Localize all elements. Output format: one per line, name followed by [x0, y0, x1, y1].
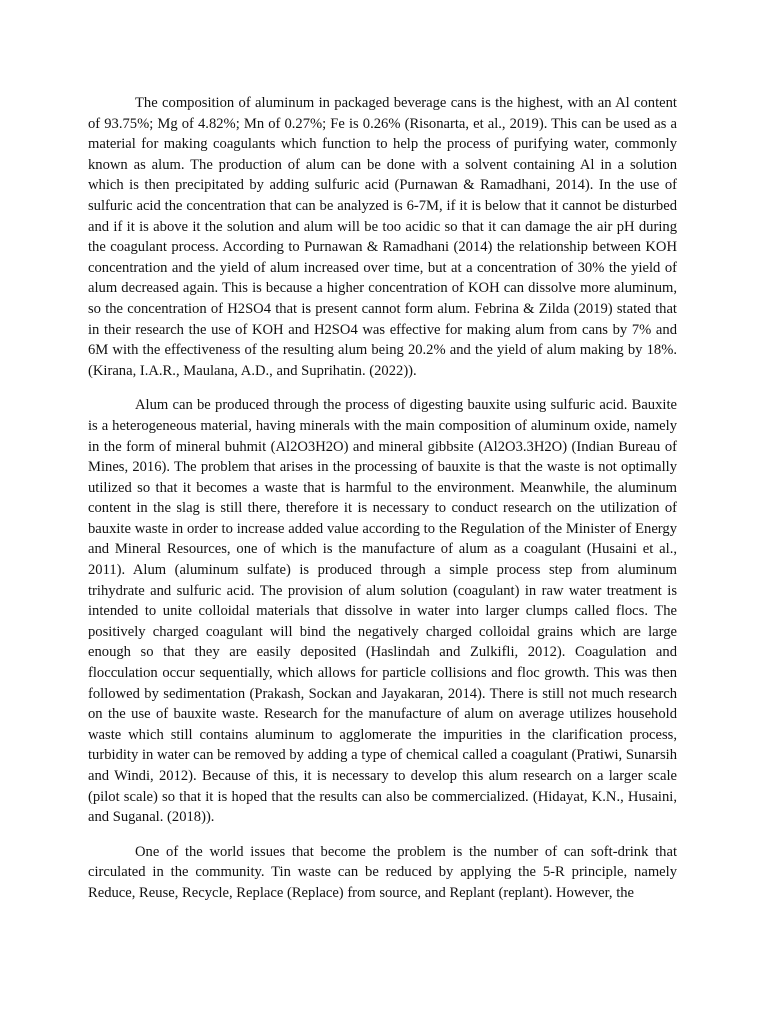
paragraph-can-waste: One of the world issues that become the problem is the number of can soft-drink that circulated in the community. Tin waste can be reduced by applying the 5-R principle, namely Reduce, Reuse, Recycle, Replace (Replace) from source, and Replant (replant). However, the: [88, 843, 677, 901]
document-body: [88, 93, 677, 918]
paragraph-aluminum-cans: The composition of aluminum in packaged beverage cans is the highest, with an Al content of 93.75%; Mg of 4.82%; Mn of 0.27%; Fe is 0.26% (Risonarta, et al., 2019). This can be used as a material for making coagulants which function to help the process of purifying water, commonly known as alum. The production of alum can be done with a solvent containing Al in a solution which is then precipitated by adding sulfuric acid (Purnawan & Ramadhani, 2014). In the use of sulfuric acid the concentration that can be analyzed is 6-7M, if it is below that it cannot be disturbed and if it is above it the solution and alum will be too acidic so that it can damage the air pH during the coagulant process. According to Purnawan & Ramadhani (2014) the relationship between KOH concentration and the yield of alum increased over time, but at a concentration of 30% the yield of alum decreased again. This is because a higher concentration of KOH can dissolve more aluminum, so the concentration of H2SO4 that is present cannot form alum. Febrina & Zilda (2019) stated that in their research the use of KOH and H2SO4 was effective for making alum from cans by 7% and 6M with the effectiveness of the resulting alum being 20.2% and the yield of alum making by 18%. (Kirana, I.A.R., Maulana, A.D., and Suprihatin. (2022)).: [88, 95, 677, 379]
paragraph-bauxite-alum: Alum can be produced through the process of digesting bauxite using sulfuric acid. Bauxite is a heterogeneous material, having minerals with the main composition of aluminum oxide, namely in the form of mineral buhmit (Al2O3H2O) and mineral gibbsite (Al2O3.3H2O) (Indian Bureau of Mines, 2016). The problem that arises in the processing of bauxite is that the waste is not optimally utilized so that it becomes a waste that is harmful to the environment. Meanwhile, the aluminum content in the slag is still there, therefore it is necessary to conduct research on the utilization of bauxite waste in order to increase added value according to the Regulation of the Minister of Energy and Mineral Resources, one of which is the manufacture of alum as a coagulant (Husaini et al., 2011). Alum (aluminum sulfate) is produced through a simple process step from aluminum trihydrate and sulfuric acid. The provision of alum solution (coagulant) in raw water treatment is intended to unite colloidal materials that dissolve in water into larger clumps called flocs. The positively charged coagulant will bind the negatively charged colloidal grains which are large enough so that they are easily deposited (Haslindah and Zulkifli, 2012). Coagulation and flocculation occur sequentially, which allows for particle collisions and floc growth. This was then followed by sedimentation (Prakash, Sockan and Jayakaran, 2014). There is still not much research on the use of bauxite waste. Research for the manufacture of alum on average utilizes household waste which still contains aluminum to agglomerate the impurities in the clarification process, turbidity in water can be removed by adding a type of chemical called a coagulant (Pratiwi, Sunarsih and Windi, 2012). Because of this, it is necessary to develop this alum research on a larger scale (pilot scale) so that it is hoped that the results can also be commercialized. (Hidayat, K.N., Husaini, and Suganal. (2018)).: [88, 397, 677, 826]
